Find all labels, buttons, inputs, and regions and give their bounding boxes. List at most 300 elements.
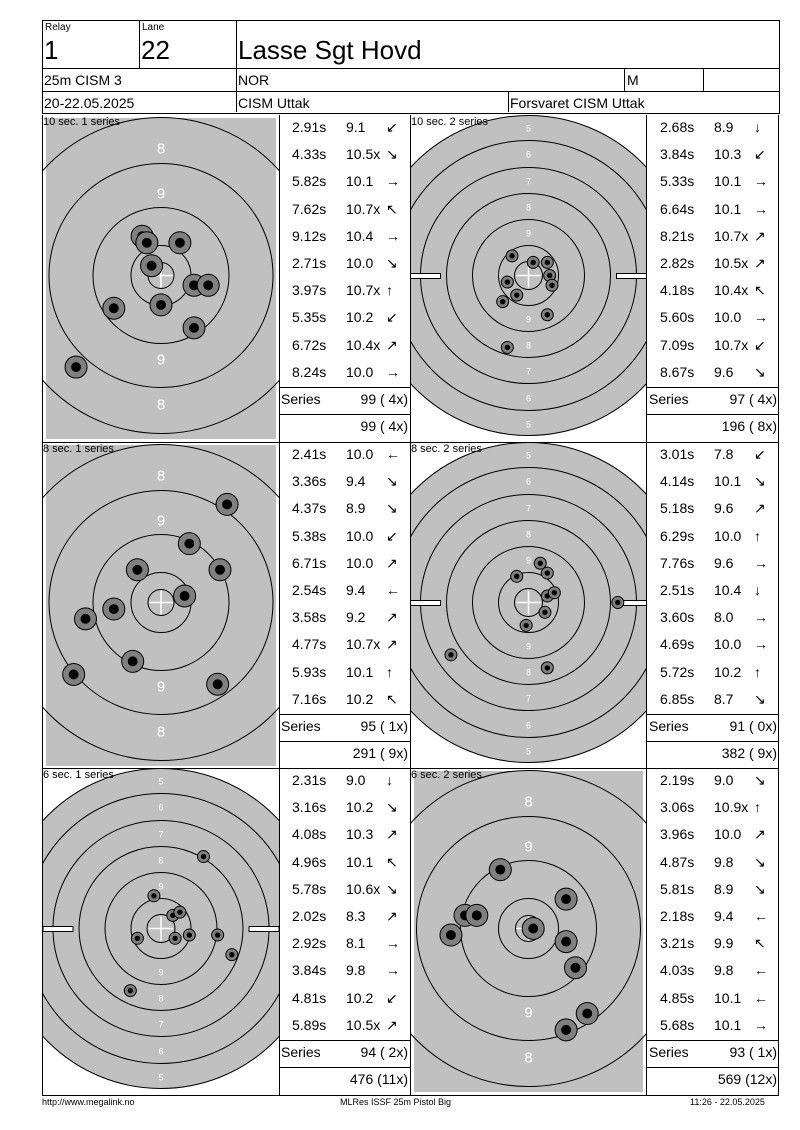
shot-time: 3.97s: [292, 282, 327, 299]
cumulative-total: 569 (12x): [717, 1071, 777, 1087]
shot-hit-core: [222, 499, 232, 509]
series-total: 94 ( 2x): [360, 1044, 408, 1060]
ring-label: 9: [158, 967, 164, 978]
shot-time: 3.06s: [660, 799, 695, 816]
panel-label: 10 sec. 1 series: [43, 116, 121, 128]
shot-score: 10.0: [714, 527, 742, 544]
shot-hit-core: [215, 565, 225, 575]
shot-score: 9.2: [346, 609, 366, 626]
target-big: [43, 442, 279, 769]
panel-label: 6 sec. 2 series: [411, 769, 482, 781]
shot-hit-core: [71, 362, 81, 372]
header-vline-2: [236, 20, 237, 112]
shot-hit-core: [189, 323, 199, 333]
series-line-mid: [279, 1067, 410, 1068]
header-hline-2: [42, 91, 779, 92]
shot-time: 4.81s: [292, 989, 327, 1006]
shot-direction: ↗: [386, 826, 398, 843]
shot-hit-core: [109, 303, 119, 313]
shot-score: 10.4x: [714, 282, 749, 299]
ring-label: 9: [156, 185, 166, 203]
panel-label: 8 sec. 2 series: [411, 443, 482, 455]
series-line-mid: [647, 741, 779, 742]
shot-direction: ↖: [386, 200, 398, 217]
shot-score: 10.2: [714, 663, 742, 680]
shot-direction: ↑: [386, 663, 393, 680]
shot-direction: ↙: [386, 119, 398, 135]
ring-label: 6: [525, 149, 532, 160]
shot-score: 10.7x: [346, 282, 381, 299]
shot-score: 10.1: [346, 853, 374, 870]
shot-direction: →: [754, 200, 768, 217]
series-label: Series: [281, 718, 321, 734]
shot-time: 5.93s: [292, 663, 327, 680]
lane-value: 22: [141, 35, 170, 65]
shot-direction: ↗: [386, 636, 398, 653]
shot-score: 9.8: [714, 962, 734, 979]
shot-hit-core: [505, 345, 510, 350]
shot-time: 7.09s: [660, 336, 695, 353]
shot-score: 10.1: [714, 1016, 742, 1033]
shot-score: 10.1: [714, 473, 742, 490]
ring-label: 8: [156, 467, 166, 485]
ring-label: 8: [158, 993, 164, 1004]
shot-direction: ←: [386, 582, 400, 598]
ring-label: 5: [525, 123, 532, 134]
shot-direction: →: [754, 636, 768, 653]
shot-direction: ↑: [386, 282, 393, 299]
event-name: 25m CISM 3: [44, 72, 122, 88]
header-vline-1: [139, 20, 140, 68]
shot-direction: ↙: [754, 336, 766, 353]
shot-time: 5.78s: [292, 880, 327, 897]
series-line-top: [647, 714, 779, 715]
shot-hit-core: [81, 614, 91, 624]
ring-label: 6: [525, 393, 532, 404]
shot-direction: ↙: [386, 989, 398, 1006]
shot-score: 9.4: [714, 908, 734, 924]
ring-label: 8: [525, 667, 532, 678]
shot-score: 10.1: [346, 663, 374, 680]
shot-direction: ↘: [754, 853, 766, 870]
shot-time: 2.31s: [292, 772, 327, 788]
shot-hit-core: [495, 865, 505, 875]
shot-score: 10.2: [346, 799, 374, 816]
ring-label: 8: [524, 1049, 533, 1067]
shot-score: 10.1: [714, 200, 742, 217]
shot-direction: ↘: [386, 146, 398, 163]
cumulative-total: 476 (11x): [349, 1071, 408, 1087]
series-total: 91 ( 0x): [729, 718, 777, 734]
shot-direction: ↗: [754, 255, 766, 271]
shot-score: 9.6: [714, 500, 734, 517]
shot-score: 10.4: [714, 582, 742, 598]
nation: NOR: [238, 72, 270, 88]
shot-direction: ↑: [754, 527, 761, 544]
shot-hit-core: [213, 679, 223, 689]
relay-value: 1: [44, 35, 59, 65]
edge-marker: [249, 927, 279, 932]
shot-time: 6.72s: [292, 336, 327, 353]
ring-label: 8: [525, 340, 532, 351]
shot-direction: ↙: [754, 446, 766, 462]
shot-direction: ↘: [754, 473, 766, 490]
shot-direction: ↗: [386, 908, 398, 924]
edge-marker: [617, 274, 647, 279]
shot-score: 8.1: [346, 935, 366, 952]
dates: 20-22.05.2025: [44, 95, 135, 111]
shot-direction: ↘: [754, 363, 766, 380]
shot-score: 9.4: [346, 582, 366, 598]
shot-hit-core: [147, 261, 157, 271]
cumulative-total: 196 ( 8x): [721, 418, 777, 434]
shot-direction: ↘: [386, 500, 398, 517]
target-small: [411, 115, 646, 442]
shot-time: 3.84s: [660, 146, 695, 163]
shot-time: 6.85s: [660, 690, 695, 707]
shot-time: 5.89s: [292, 1016, 327, 1033]
shot-score: 8.9: [714, 119, 734, 135]
shot-time: 3.36s: [292, 473, 327, 490]
shot-hit-core: [172, 936, 177, 941]
shot-time: 5.60s: [660, 309, 695, 326]
shot-hit-core: [142, 238, 152, 248]
ring-label: 6: [525, 476, 532, 487]
shot-time: 8.24s: [292, 363, 327, 380]
shot-hit-core: [545, 312, 550, 317]
shot-score: 10.5x: [714, 255, 749, 271]
shot-time: 3.21s: [660, 935, 695, 952]
ring-label: 9: [524, 838, 533, 856]
shot-hit-core: [177, 909, 182, 914]
edge-marker: [411, 274, 441, 279]
shot-hit-core: [552, 590, 557, 595]
shot-hit-core: [448, 652, 453, 657]
lane-label: Lane: [142, 22, 165, 33]
shot-score: 10.1: [714, 989, 742, 1006]
series-line-top: [647, 387, 779, 388]
series-label: Series: [649, 1044, 689, 1060]
shot-hit-core: [184, 539, 194, 549]
shot-score: 10.0: [714, 826, 742, 843]
shot-hit-core: [500, 299, 505, 304]
shot-direction: →: [386, 363, 400, 380]
shot-direction: ↓: [386, 772, 393, 788]
shot-direction: ↗: [754, 227, 766, 244]
shot-time: 5.68s: [660, 1016, 695, 1033]
edge-marker: [411, 601, 441, 606]
ring-label: 8: [158, 855, 164, 866]
series-line-top: [279, 387, 410, 388]
shot-time: 2.82s: [660, 255, 695, 271]
ring-label: 7: [525, 693, 532, 704]
ring-label: 7: [525, 503, 532, 514]
ring-label: 8: [156, 723, 166, 741]
series-line-top: [279, 1040, 410, 1041]
shot-score: 10.0: [346, 446, 374, 462]
shot-score: 9.6: [714, 554, 734, 571]
shot-direction: ↗: [754, 826, 766, 843]
shot-score: 9.1: [346, 119, 366, 135]
shot-direction: ←: [754, 962, 768, 979]
shot-direction: →: [754, 1016, 768, 1033]
shot-hit-core: [615, 600, 620, 605]
ring-label: 7: [525, 176, 532, 187]
shot-hit-core: [187, 932, 192, 937]
shot-direction: ↗: [754, 500, 766, 517]
shot-direction: ↙: [386, 309, 398, 326]
ring-label: 9: [156, 351, 166, 369]
header-vline-4: [703, 68, 704, 91]
shot-hit-core: [545, 570, 550, 575]
shot-hit-core: [156, 300, 166, 310]
shot-score: 10.5x: [346, 146, 381, 163]
shot-time: 2.18s: [660, 908, 695, 924]
shot-score: 7.8: [714, 446, 734, 462]
footer-timestamp: 11:26 - 22.05.2025: [690, 1097, 765, 1107]
club: Forsvaret CISM Uttak: [510, 95, 645, 111]
shot-direction: ↘: [386, 473, 398, 490]
shot-time: 3.84s: [292, 962, 327, 979]
target-small: [43, 768, 279, 1095]
ring-label: 9: [525, 641, 532, 652]
shot-hit-core: [561, 937, 571, 947]
ring-label: 9: [525, 555, 532, 566]
shot-time: 5.18s: [660, 500, 695, 517]
shot-hit-core: [538, 561, 543, 566]
shot-score: 10.2: [346, 989, 374, 1006]
ring-label: 9: [156, 678, 166, 696]
shot-score: 10.0: [346, 554, 374, 571]
shot-hit-core: [531, 260, 536, 265]
header-hline-1: [42, 68, 779, 69]
shot-hit-core: [549, 283, 554, 288]
shot-score: 8.9: [714, 880, 734, 897]
shot-time: 4.85s: [660, 989, 695, 1006]
shot-score: 9.8: [714, 853, 734, 870]
footer-program: MLRes ISSF 25m Pistol Big: [340, 1097, 452, 1107]
shot-time: 7.62s: [292, 200, 327, 217]
shot-hit-core: [514, 574, 519, 579]
shot-hit-core: [561, 894, 571, 904]
shot-hit-core: [229, 952, 234, 957]
shot-hit-core: [203, 280, 213, 290]
series-label: Series: [649, 718, 689, 734]
shot-direction: ↓: [754, 582, 761, 598]
shot-hit-core: [582, 1009, 592, 1019]
ring-label: 7: [525, 366, 532, 377]
series-total: 93 ( 1x): [729, 1044, 777, 1060]
cumulative-total: 291 ( 9x): [352, 745, 408, 761]
footer-url[interactable]: http://www.megalink.no: [42, 1097, 135, 1107]
shot-direction: →: [386, 935, 400, 952]
series-line-mid: [647, 414, 779, 415]
cumulative-total: 382 ( 9x): [721, 745, 777, 761]
shot-hit-core: [545, 665, 550, 670]
shot-hit-core: [215, 932, 220, 937]
shot-score: 10.2: [346, 690, 374, 707]
shot-direction: ↗: [386, 554, 398, 571]
shot-direction: →: [386, 962, 400, 979]
shot-time: 9.12s: [292, 227, 327, 244]
ring-label: 5: [525, 450, 532, 461]
ring-label: 7: [158, 1019, 164, 1030]
gender: M: [627, 72, 639, 88]
ring-label: 6: [158, 1046, 164, 1057]
competition: CISM Uttak: [238, 95, 310, 111]
shot-score: 10.1: [714, 173, 742, 190]
shot-score: 10.4x: [346, 336, 381, 353]
shot-score: 8.3: [346, 908, 366, 924]
shot-score: 10.7x: [346, 636, 381, 653]
shot-score: 10.7x: [714, 227, 749, 244]
ring-label: 6: [525, 720, 532, 731]
shot-time: 8.67s: [660, 363, 695, 380]
shot-direction: ↖: [386, 853, 398, 870]
header-vline-5: [508, 91, 509, 112]
ring-label: 9: [158, 881, 164, 892]
shot-direction: ↘: [754, 772, 766, 788]
shot-direction: ↘: [386, 880, 398, 897]
shot-hit-core: [509, 253, 514, 258]
ring-label: 7: [158, 829, 164, 840]
shot-score: 8.7: [714, 690, 734, 707]
shot-direction: ↘: [754, 880, 766, 897]
shot-hit-core: [545, 260, 550, 265]
shot-time: 2.54s: [292, 582, 327, 598]
shot-score: 8.9: [346, 500, 366, 517]
ring-label: 9: [525, 228, 532, 239]
ring-label: 5: [158, 1072, 164, 1083]
shot-time: 7.16s: [292, 690, 327, 707]
shot-direction: ←: [754, 908, 768, 924]
shot-score: 10.9x: [714, 799, 749, 816]
shot-time: 5.35s: [292, 309, 327, 326]
shot-hit-core: [514, 292, 519, 297]
shot-hit-core: [528, 924, 538, 934]
shot-score: 10.0: [714, 309, 742, 326]
shot-direction: →: [386, 173, 400, 190]
shot-score: 10.7x: [346, 200, 381, 217]
shot-time: 4.14s: [660, 473, 695, 490]
shot-time: 3.16s: [292, 799, 327, 816]
shot-direction: ↘: [386, 255, 398, 271]
shot-direction: ←: [754, 989, 768, 1006]
shot-time: 2.41s: [292, 446, 327, 462]
shot-score: 10.3: [346, 826, 374, 843]
shot-time: 4.69s: [660, 636, 695, 653]
shot-hit-core: [523, 623, 528, 628]
shot-direction: ↗: [386, 336, 398, 353]
shot-time: 8.21s: [660, 227, 695, 244]
shot-score: 10.0: [346, 527, 374, 544]
shot-direction: ↗: [386, 609, 398, 626]
shot-direction: →: [754, 309, 768, 326]
shot-hit-core: [547, 273, 552, 278]
series-total: 99 ( 4x): [360, 391, 408, 407]
shot-time: 2.02s: [292, 908, 327, 924]
shot-score: 9.9: [714, 935, 734, 952]
relay-label: Relay: [45, 22, 71, 33]
ring-label: 5: [525, 746, 532, 757]
col-divider-1: [279, 115, 280, 1096]
ring-label: 8: [156, 140, 166, 158]
shot-time: 4.37s: [292, 500, 327, 517]
target-big: [43, 115, 279, 442]
shot-score: 9.0: [346, 772, 366, 788]
shot-direction: →: [754, 173, 768, 190]
shot-time: 5.33s: [660, 173, 695, 190]
shot-time: 4.33s: [292, 146, 327, 163]
shot-direction: ↙: [386, 527, 398, 544]
shot-hit-core: [446, 930, 456, 940]
shot-hit-core: [561, 1025, 571, 1035]
header-vline-3: [624, 68, 625, 91]
ring-label: 9: [525, 314, 532, 325]
shot-time: 4.18s: [660, 282, 695, 299]
shot-direction: →: [386, 227, 400, 244]
shot-time: 5.81s: [660, 880, 695, 897]
panel-label: 10 sec. 2 series: [411, 116, 489, 128]
shot-time: 3.58s: [292, 609, 327, 626]
shot-score: 9.6: [714, 363, 734, 380]
series-line-mid: [647, 1067, 779, 1068]
shot-time: 6.29s: [660, 527, 695, 544]
series-line-top: [279, 714, 410, 715]
target-small: [411, 442, 646, 769]
shot-time: 4.08s: [292, 826, 327, 843]
ring-label: 9: [524, 1004, 533, 1022]
shot-time: 2.68s: [660, 119, 695, 135]
shot-time: 7.76s: [660, 554, 695, 571]
shot-hit-core: [151, 893, 156, 898]
ring-label: 8: [524, 793, 533, 811]
shot-score: 10.2: [346, 309, 374, 326]
shot-hit-core: [135, 936, 140, 941]
panel-label: 8 sec. 1 series: [43, 443, 114, 455]
shot-hit-core: [571, 963, 581, 973]
target-big: [411, 768, 646, 1095]
ring-label: 9: [156, 512, 166, 530]
shot-hit-core: [175, 238, 185, 248]
col-divider-3: [646, 115, 647, 1096]
shot-direction: →: [754, 554, 768, 571]
shot-score: 10.0: [346, 255, 374, 271]
shot-direction: ↖: [754, 935, 766, 952]
edge-marker: [43, 927, 73, 932]
shot-score: 10.4: [346, 227, 374, 244]
shot-score: 8.0: [714, 609, 734, 626]
ring-label: 5: [525, 419, 532, 430]
series-line-top: [647, 1040, 779, 1041]
shot-hit-core: [109, 604, 119, 614]
shot-time: 4.96s: [292, 853, 327, 870]
shot-hit-core: [69, 669, 79, 679]
series-label: Series: [281, 1044, 321, 1060]
shot-direction: ↑: [754, 663, 761, 680]
shot-score: 10.0: [346, 363, 374, 380]
ring-label: 5: [158, 776, 164, 787]
shot-score: 10.1: [346, 173, 374, 190]
shot-time: 2.71s: [292, 255, 327, 271]
shot-score: 10.7x: [714, 336, 749, 353]
shot-direction: ↖: [754, 282, 766, 299]
shot-time: 5.38s: [292, 527, 327, 544]
shot-time: 2.19s: [660, 772, 695, 788]
ring-label: 8: [156, 396, 166, 414]
shot-time: 3.96s: [660, 826, 695, 843]
shot-score: 9.8: [346, 962, 366, 979]
